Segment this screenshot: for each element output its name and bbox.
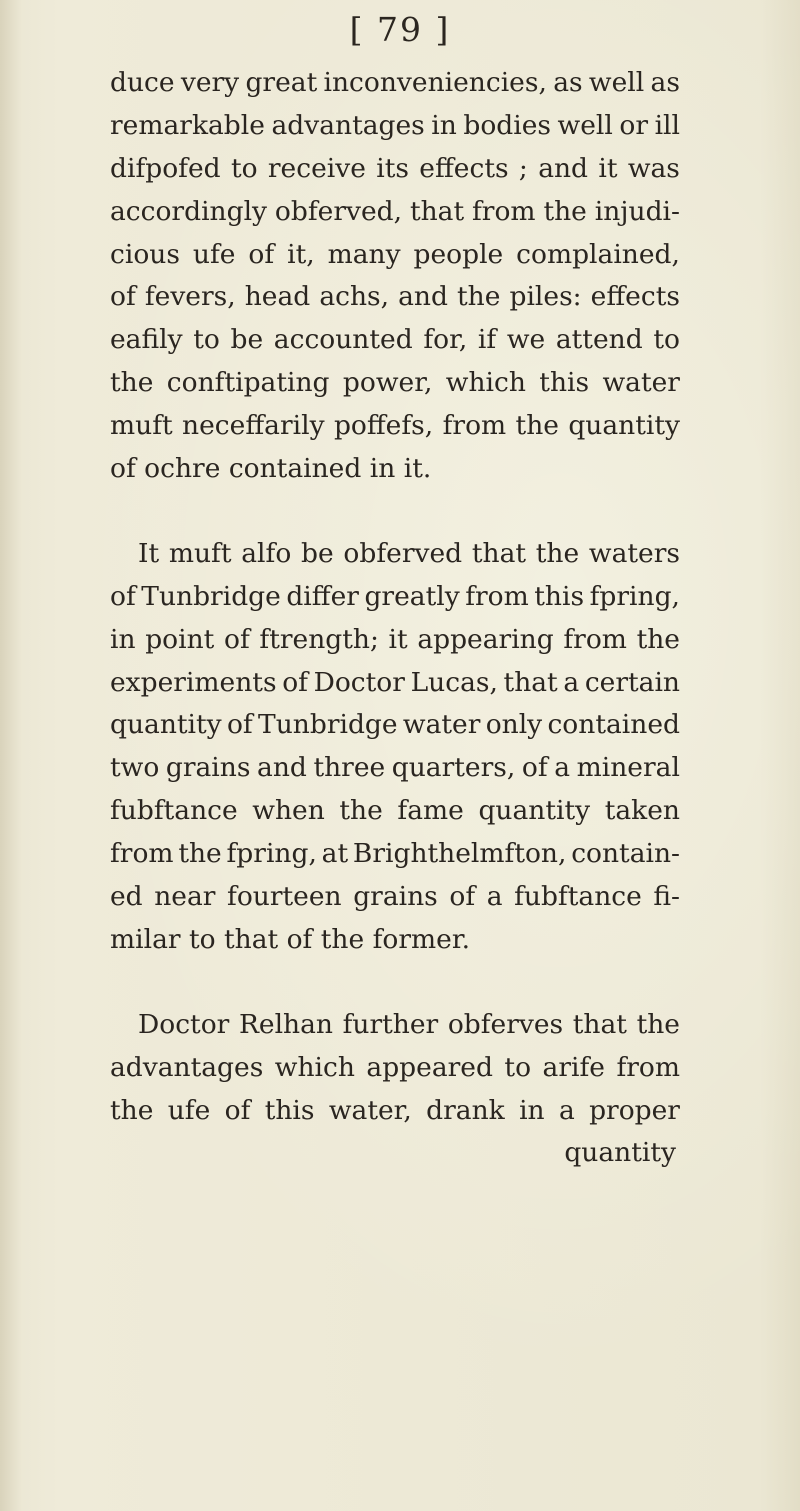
text-line: difpofed to receive its effects ; and it was	[110, 152, 680, 184]
text-line: ed near fourteen grains of a fubftance fi-	[110, 881, 680, 913]
text-line: of fevers, head achs, and the piles: effects	[110, 281, 680, 313]
text-line: fubftance when the fame quantity taken	[110, 795, 680, 827]
text-line: Doctor Relhan further obferves that the	[138, 1008, 680, 1040]
text-line: muft neceffarily poffefs, from the quantity	[110, 410, 680, 442]
text-line: advantages which appeared to arife from	[110, 1051, 680, 1083]
text-line: cious ufe of it, many people complained,	[110, 238, 680, 270]
paragraph-2	[110, 533, 680, 962]
text-line: remarkable advantages in bodies well or ill	[110, 109, 680, 141]
page-body	[110, 62, 680, 1175]
text-line: accordingly obferved, that from the injudi-	[110, 195, 680, 227]
text-line: of ochre contained in it.	[110, 453, 432, 485]
paragraph-3	[110, 1004, 680, 1133]
paragraph-1	[110, 62, 680, 491]
text-line: from the fpring, at Brighthelmfton, contain-	[110, 838, 680, 870]
text-line: milar to that of the former.	[110, 923, 471, 955]
text-line: eafily to be accounted for, if we attend to	[110, 324, 680, 356]
text-line: in point of ftrength; it appearing from the	[110, 623, 680, 655]
page-number: [ 79 ]	[349, 10, 451, 49]
text-line: quantity of Tunbridge water only contained	[110, 709, 680, 741]
text-line: the ufe of this water, drank in a proper	[110, 1094, 680, 1126]
text-line: the conftipating power, which this water	[110, 367, 680, 399]
text-line: two grains and three quarters, of a mineral	[110, 752, 680, 784]
text-line: It muft alfo be obferved that the waters	[138, 537, 680, 569]
text-line: experiments of Doctor Lucas, that a certain	[110, 666, 680, 698]
text-line: of Tunbridge differ greatly from this fpring,	[110, 580, 680, 612]
text-line: duce very great inconveniencies, as well as	[110, 67, 680, 98]
catchword: quantity	[564, 1137, 676, 1169]
